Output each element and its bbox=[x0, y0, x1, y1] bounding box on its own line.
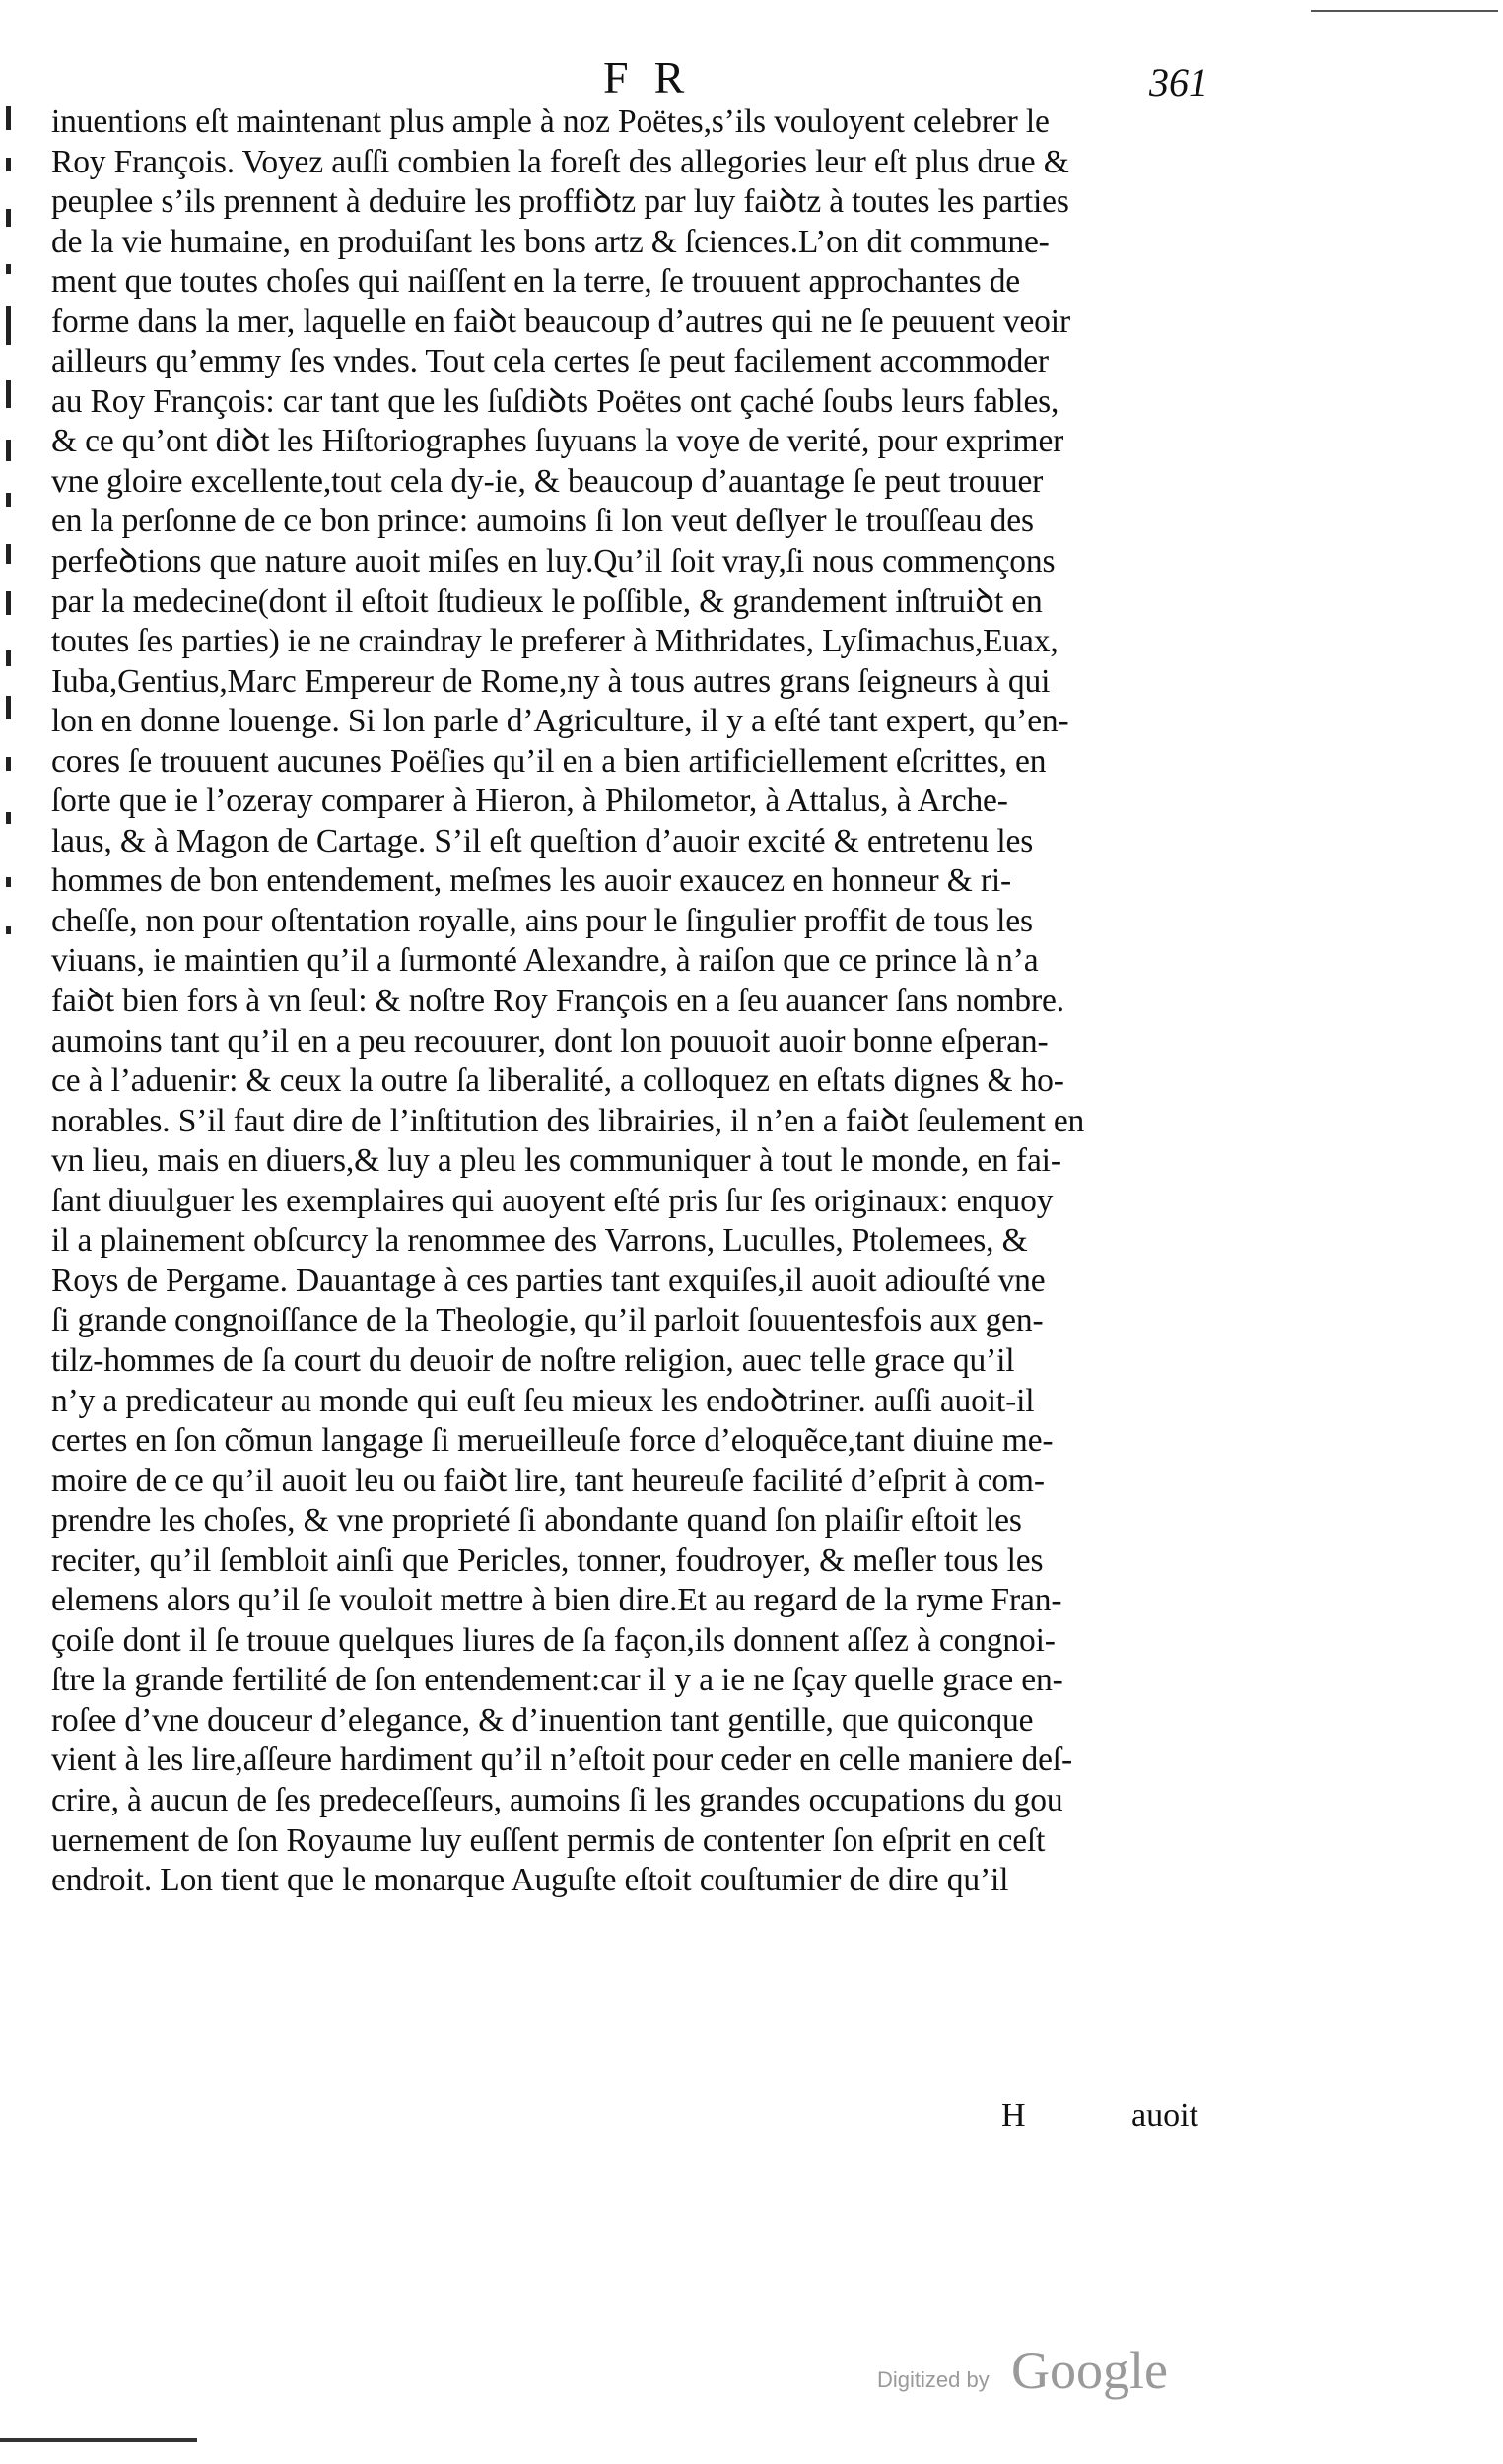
text-line: faiꝺt bien fors à vn ſeul: & noſtre Roy François en a ſeu auancer ſans nombre. bbox=[51, 983, 1064, 1020]
text-line: peuplee s’ils prennent à deduire les proffiꝺtz par luy faiꝺtz à toutes les parties bbox=[51, 183, 1069, 221]
text-line: laus, & à Magon de Cartage. S’il eſt queſtion d’auoir excité & entretenu les bbox=[51, 822, 1034, 859]
text-line: en la perſonne de ce bon prince: aumoins ſi lon veut deſlyer le trouſſeau des bbox=[51, 503, 1034, 540]
text-line: Iuba,Gentius,Marc Empereur de Rome,ny à tous autres grans ſeigneurs à qui bbox=[51, 662, 1051, 700]
text-line: çoiſe dont il ſe trouue quelques liures de ſa façon,ils donnent aſſez à congnoi- bbox=[51, 1621, 1056, 1659]
text-line: ailleurs qu’emmy ſes vndes. Tout cela certes ſe peut facilement accommoder bbox=[51, 343, 1049, 380]
text-line: aumoins tant qu’il en a peu recouurer, dont lon pouuoit auoir bonne eſperan- bbox=[51, 1022, 1049, 1060]
text-line: n’y a predicateur au monde qui euſt ſeu mieux les endoꝺtriner. auſſi auoit-il bbox=[51, 1382, 1035, 1419]
text-line: lon en donne louenge. Si lon parle d’Agriculture, il y a eſté tant expert, qu’en- bbox=[51, 703, 1069, 740]
text-line: par la medecine(dont il eſtoit ſtudieux le poſſible, & grandement inſtruiꝺt en bbox=[51, 582, 1043, 620]
running-head: FR bbox=[603, 52, 711, 103]
text-line: il a plainement obſcurcy la renommee des Varrons, Luculles, Ptolemees, & bbox=[51, 1222, 1028, 1260]
text-line: tilz-hommes de ſa court du deuoir de noſtre religion, auec telle grace qu’il bbox=[51, 1341, 1015, 1379]
text-line: endroit. Lon tient que le monarque Auguſte eſtoit couſtumier de dire qu’il bbox=[51, 1862, 1009, 1899]
text-line: reciter, qu’il ſembloit ainſi que Pericles, tonner, foudroyer, & meſler tous les bbox=[51, 1541, 1044, 1579]
text-line: forme dans la mer, laquelle en faiꝺt beaucoup d’autres qui ne ſe peuuent veoir bbox=[51, 303, 1070, 340]
text-line: ſorte que ie l’ozeray comparer à Hieron, à Philometor, à Attalus, à Arche- bbox=[51, 783, 1008, 820]
page-footer bbox=[0, 2097, 1503, 2141]
scan-edge-rule bbox=[1311, 10, 1498, 12]
text-line: uernement de ſon Royaume luy euſſent permis de contenter ſon eſprit en ceſt bbox=[51, 1821, 1046, 1859]
text-line: ſi grande congnoiſſance de la Theologie, qu’il parloit ſouuentesfois aux gen- bbox=[51, 1302, 1044, 1339]
signature-mark: H bbox=[1001, 2097, 1026, 2134]
text-line: prendre les choſes, & vne proprieté ſi abondante quand ſon plaiſir eſtoit les bbox=[51, 1502, 1022, 1540]
text-line: ſant diuulguer les exemplaires qui auoyent eſté pris ſur ſes originaux: enquoy bbox=[51, 1182, 1054, 1219]
text-line: ment que toutes choſes qui naiſſent en la terre, ſe trouuent approchantes de bbox=[51, 263, 1021, 301]
text-line: inuentions eſt maintenant plus ample à noz Poëtes,s’ils vouloyent celebrer le bbox=[51, 103, 1050, 140]
text-line: vient à les lire,aſſeure hardiment qu’il n’eſtoit pour ceder en celle maniere deſ- bbox=[51, 1742, 1072, 1779]
text-line: de la vie humaine, en produiſant les bons artz & ſciences.L’on dit commune- bbox=[51, 223, 1050, 260]
catchword: auoit bbox=[1131, 2097, 1198, 2134]
watermark-prefix: Digitized by bbox=[877, 2367, 990, 2392]
margin-scan-marks bbox=[0, 99, 24, 986]
text-line: moire de ce qu’il auoit leu ou faiꝺt lire, tant heureuſe facilité d’eſprit à com- bbox=[51, 1462, 1045, 1499]
page-header bbox=[0, 51, 1503, 110]
text-line: Roy François. Voyez auſſi combien la foreſt des allegories leur eſt plus drue & bbox=[51, 143, 1069, 180]
text-line: cores ſe trouuent aucunes Poëſies qu’il en a bien artificiellement eſcrittes, en bbox=[51, 742, 1047, 780]
text-line: perfeꝺtions que nature auoit miſes en luy.Qu’il ſoit vray,ſi nous commençons bbox=[51, 543, 1056, 581]
text-line: & ce qu’ont diꝺt les Hiſtoriographes ſuyuans la voye de verité, pour exprimer bbox=[51, 423, 1064, 460]
text-line: vne gloire excellente,tout cela dy-ie, & beaucoup d’auantage ſe peut trouuer bbox=[51, 462, 1044, 500]
text-line: roſee d’vne douceur d’elegance, & d’inuention tant gentille, que quiconque bbox=[51, 1701, 1034, 1739]
text-line: Roys de Pergame. Dauantage à ces parties tant exquiſes,il auoit adiouſté vne bbox=[51, 1262, 1046, 1299]
text-line: viuans, ie maintien qu’il a ſurmonté Alexandre, à raiſon que ce prince là n’a bbox=[51, 942, 1039, 980]
text-line: hommes de bon entendement, meſmes les auoir exaucez en honneur & ri- bbox=[51, 862, 1011, 900]
text-line: crire, à aucun de ſes predeceſſeurs, aumoins ſi les grandes occupations du gou bbox=[51, 1781, 1063, 1818]
digitized-watermark bbox=[865, 2340, 1220, 2399]
text-line: au Roy François: car tant que les ſuſdiꝺts Poëtes ont çaché ſoubs leurs fables, bbox=[51, 382, 1059, 420]
text-line: norables. S’il faut dire de l’inſtitution des librairies, il n’en a faiꝺt ſeulement en bbox=[51, 1102, 1085, 1139]
text-line: ſtre la grande fertilité de ſon entendement:car il y a ie ne ſçay quelle grace en- bbox=[51, 1662, 1063, 1699]
scan-bottom-edge bbox=[0, 2438, 197, 2442]
watermark-brand-logo: Google bbox=[1011, 2341, 1168, 2400]
text-line: cheſſe, non pour oſtentation royalle, ains pour le ſingulier proffit de tous les bbox=[51, 902, 1033, 939]
text-line: vn lieu, mais en diuers,& luy a pleu les communiquer à tout le monde, en fai- bbox=[51, 1142, 1061, 1180]
body-text bbox=[51, 103, 1234, 1901]
text-line: certes en ſon cõmun langage ſi merueilleuſe force d’eloquẽce,tant diuine me- bbox=[51, 1422, 1054, 1460]
text-line: toutes ſes parties) ie ne craindray le preferer à Mithridates, Lyſimachus,Euax, bbox=[51, 623, 1059, 660]
text-line: ce à l’aduenir: & ceux la outre ſa liberalité, a colloquez en eſtats dignes & ho- bbox=[51, 1062, 1064, 1100]
text-line: elemens alors qu’il ſe vouloit mettre à bien dire.Et au regard de la ryme Fran- bbox=[51, 1582, 1062, 1619]
page-number: 361 bbox=[1149, 60, 1208, 104]
